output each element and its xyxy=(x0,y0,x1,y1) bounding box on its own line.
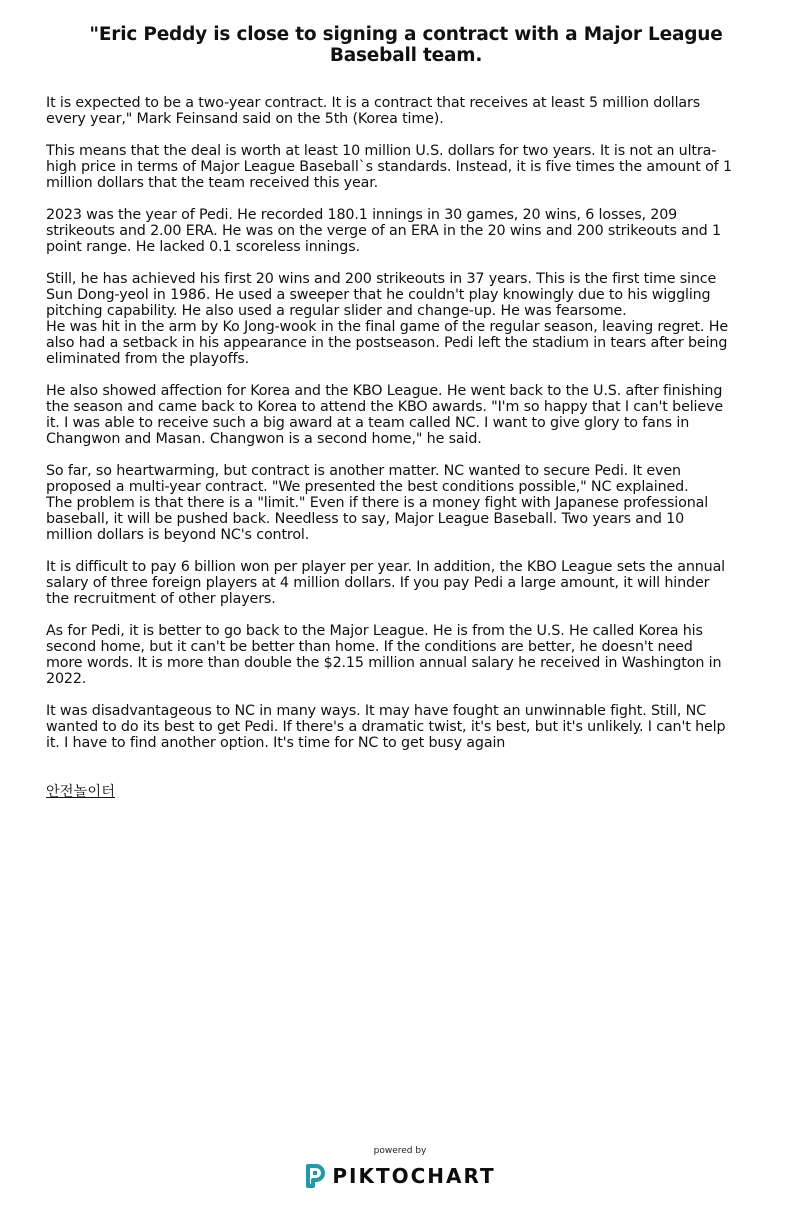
paragraph: So far, so heartwarming, but contract is another matter. NC wanted to secure Pedi. It even proposed a multi-year contract. "We presented the best conditions possible," NC explained. The problem is that there is a "limit." Even if there is a money fight with Japanese professional baseball, it will be pushed back. Needless to say, Major League Baseball. Two years and 10 million dollars is beyond NC's control. xyxy=(46,463,709,543)
paragraph: It is difficult to pay 6 billion won per player per year. In addition, the KBO League sets the annual salary of three foreign players at 4 million dollars. If you pay Pedi a large amount, it will hinder the recruitment of other players. xyxy=(46,559,725,607)
paragraph: It was disadvantageous to NC in many ways. It may have fought an unwinnable fight. Still, NC wanted to do its best to get Pedi. If there's a dramatic twist, it's best, but it's unlikely. I can't help it. I have to find another option. It's time for NC to get busy again xyxy=(46,703,726,751)
paragraph: This means that the deal is worth at least 10 million U.S. dollars for two years. It is not an ultra- high price in terms of Major League Baseball`s standards. Instead, it is five times the amount of 1 million dollars that the team received this year. xyxy=(46,143,732,191)
external-link[interactable]: 안전놀이터 xyxy=(46,784,116,800)
powered-by-label: powered by xyxy=(373,1146,427,1156)
piktochart-brand[interactable] xyxy=(304,1163,495,1189)
article-title: "Eric Peddy is close to signing a contract with a Major League Baseball team. xyxy=(89,24,723,66)
paragraph: As for Pedi, it is better to go back to the Major League. He is from the U.S. He called Korea his second home, but it can't be better than home. If the conditions are better, he doesn't need more words. It is more than double the $2.15 million annual salary he received in Washington in 2022. xyxy=(46,623,722,687)
article-body xyxy=(46,95,768,767)
piktochart-logo-icon xyxy=(304,1163,326,1189)
paragraph: It is expected to be a two-year contract. It is a contract that receives at least 5 million dollars every year," Mark Feinsand said on the 5th (Korea time). xyxy=(46,95,701,127)
brand-name: PIKTOCHART xyxy=(332,1164,496,1188)
paragraph: Still, he has achieved his first 20 wins and 200 strikeouts in 37 years. This is the first time since Sun Dong-yeol in 1986. He used a sweeper that he couldn't play knowingly due to his wiggling pitching capability. He also used a regular slider and change-up. He was fearsome. He was hit in the arm by Ko Jong-wook in the final game of the regular season, leaving regret. He also had a setback in his appearance in the postseason. Pedi left the stadium in tears after being eliminated from the playoffs. xyxy=(46,271,728,367)
paragraph: He also showed affection for Korea and the KBO League. He went back to the U.S. after finishing the season and came back to Korea to attend the KBO awards. "I'm so happy that I can't believe it. I was able to receive such a big award at a team called NC. I want to give glory to fans in Changwon and Masan. Changwon is a second home," he said. xyxy=(46,383,723,447)
footer xyxy=(0,1146,800,1193)
paragraph: 2023 was the year of Pedi. He recorded 180.1 innings in 30 games, 20 wins, 6 losses, 209 strikeouts and 2.00 ERA. He was on the verge of an ERA in the 20 wins and 200 strikeouts and 1 point range. He lacked 0.1 scoreless innings. xyxy=(46,207,721,255)
